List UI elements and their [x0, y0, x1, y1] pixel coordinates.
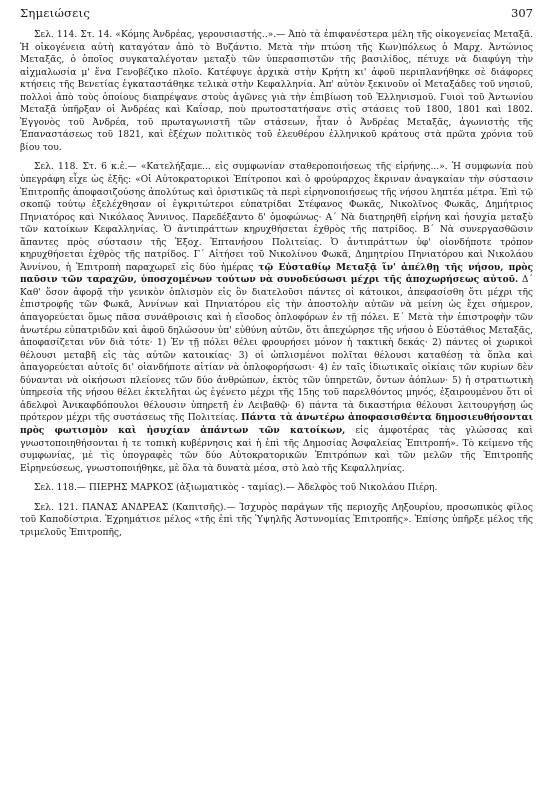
text: Σελ. 114. Στ. 14. «Κόμης Ἀνδρέας, γερουσιαστής..».— Ἀπὸ τὰ ἐπιφανέστερα μέλη τῆς οἰκογενείας Μεταξᾶ. Ἡ οἰκογένεια αὐτὴ καταγόταν ἀπὸ τὸ Βυζάντιο. Μετὰ τὴν πτώση τῆς Κων)πόλεως ὁ Μαρχ. Ἀντώνιος Μεταξᾶς, ὁ ὁποῖος συγκαταλέγοταν μεταξὺ τῶν ὑπερασπιστῶν τῆς βασιλίδος, πέτυχε νὰ διαφύγη τὴν αἰχμαλωσία μ' ἕνα Γενοβέζικο πλοῖο. Κατέφυγε ἀρχικὰ στὴν Κρήτη κι' ἀφοῦ περιπλανήθηκε σὲ διάφορες κτήσεις τῆς Βενετίας ἐγκαταστάθηκε τελικὰ στὴν Κεφαλληνία. Ἀπ' αὐτὸν ξεκινοῦν οἱ Μεταξάδες τοῦ νησιοῦ, πολλοὶ ἀπὸ τοὺς ὁποίους διαπρέψανε στοὺς ἀγῶνες γιὰ τὴν ἐπιβίωση τοῦ Ἑλληνισμοῦ. Γυιοὶ τοῦ Ἀντωνίου Μεταξᾶ ὑπῆρξαν οἱ Ἀνδρέας καὶ Καΐσαρ, ποὺ πρωτοστατήσανε στὶς στάσεις τοῦ 1800, 1801 καὶ 1802. Ἐγγονὸς τοῦ Ἀνδρέα, τοῦ πρωταγωνιστῆ τῶν στάσεων, ἦταν ὁ Ἀνδρέας Μεταξᾶς, ἀγωνιστὴς τῆς Ἐπαναστάσεως τοῦ 1821, καὶ ἐξέχων πολιτικὸς τοῦ ἐλευθέρου ἑλληνικοῦ κράτους στὰ πρῶτα χρόνια τοῦ βίου του.	[20, 30, 533, 153]
note-paragraph	[20, 482, 533, 495]
text: Δ΄ Καθ' ὅσον ἀφορᾷ τὴν γενικὸν ὁπλισμὸν εἰς ὃν διατελοῦσι πάντες οἱ κάτοικοι, ἀπεφασίσθη ὅτι μέχρι τῆς ἐπιστροφῆς τῶν Φωκᾶ, Ἀννίνων καὶ Πηνιατόρου εἰς τὴν ἀποστολὴν αὐτῶν νὰ μείνη ὡς ἔχει σήμερον, ἀπαγορεύεται ὅμως πᾶσα συνάθροισις καὶ ἡ εἴσοδος ὁπλοφόρων ἐν τῇ πόλει. Ε΄ Μετὰ τὴν ἐπιστροφὴν τῶν ἀνωτέρω εὐπατριδῶν καὶ ἀφοῦ δηλώσουν ὑπ' εὐθύνη αὐτῶν, ὅτι ἀπεχώρησε τῆς νήσου ὁ Εὐστάθιος Μεταξᾶς, ἀποφασίζεται νῦν διὰ τότε· 1) Ἐν τῇ πόλει θέλει φρουρήσει μόνον ἡ τακτικὴ δεκάς· 2) πάντες οἱ χωρικοὶ θέλουσι μεταβῆ εἰς τὰς αὐτῶν κατοικίας· 3) οἱ ὡπλισμένοι πολῖται θέλουσι καταθέσῃ τὰ ὅπλα καὶ ἀπαγορεύεται αὐτοῖς δι' οἱανδήποτε αἰτίαν νὰ ὁπλοφορήσωσι· 4) ἐν ταῖς ἰδιωτικαῖς οἰκίαις τῶν κυρίων δὲν δύνανται νὰ οἰκήσωσι πλείονες τῶν δύο ἀνθρώπων, ἐκτὸς τῶν ὑπηρετῶν, ὄντων ἀόπλων· 5) ἡ στρατιωτικὴ ὑπηρεσία τῆς νήσου θέλει ἐκτελῆται ὡς ἐγένετο μέχρι τῆς 15ης τοῦ παρελθόντος μηνός, ἐξαιρουμένου ὅτι οἱ ἀδελφοὶ Ἀνικαφδόπουλοι θέλουσιν ὑπηρετῆ ἐν Λειβαθῷ· 6) πάντα τὰ δικαστήρια θέλουσι λειτουργήσῃ ὡς πρότερον μέχρι τῆς συστάσεως τῆς Πολιτείας.	[20, 275, 533, 424]
section-title: Σημειώσεις	[20, 6, 91, 20]
text: Σελ. 121. ΠΑΝΑΣ ΑΝΔΡΕΑΣ (Καπιτσῆς).— Ἰσχυρὸς παράγων τῆς περιοχῆς Ληξουρίου, προσωπικὸς φίλος τοῦ Καποδίστρια. Ἐχρημάτισε μέλος «τῆς ἐπὶ τῆς Ὑψηλῆς Ἀστυνομίας Ἐπιτροπῆς». Ἐπίσης ὑπῆρξε μέλος τῆς τριμελοῦς Ἐπιτροπῆς,	[20, 502, 533, 538]
text: Σελ. 118.— ΠΙΕΡΗΣ ΜΑΡΚΟΣ (ἀξιωματικὸς - ταμίας).— Ἀδελφὸς τοῦ Νικολάου Πιέρη.	[34, 483, 438, 494]
page-header	[20, 6, 533, 20]
note-paragraph	[20, 161, 533, 475]
text: εἰς ἀμφοτέρας τὰς γλώσσας καὶ γνωστοποιηθήσονται ἡ τε τοπικὴ κυβέρνησις καὶ ἡ ἐπὶ τῆς Δημοσίας Ἀσφαλείας Ἐπιτροπή». Τὸ κείμενο τῆς συμφωνίας, μὲ τὶς ὑπογραφὲς τῶν δύο Αὐτοκρατορικῶν Ἐπιτρόπων καὶ τῶν μελῶν τῆς Ἐπιτροπῆς Εἰρηνεύσεως, γνωστοποιήθηκε, μὲ ὅλα τὰ δυνατὰ μέσα, στὸ λαὸ τῆς Κεφαλληνίας.	[20, 425, 533, 474]
text: Σελ. 118. Στ. 6 κ.ἑ.— «Κατελήξαμε... εἰς συμφωνίαν σταθεροποιήσεως τῆς εἰρήνης...». Ἡ συμφωνία ποὺ ὑπεγράφη εἶχε ὡς ἑξῆς: «Οἱ Αὐτοκρατορικοὶ Ἐπίτροποι καὶ ὁ φρούραρχος ἔκριναν ἀναγκαίαν τὴν σύστασιν Ἐπιτροπῆς ἀποφασιζούσης ἀπολύτως καὶ ὁριστικῶς τὰ περὶ εἰρηνοποιήσεως τῆς νήσου ληπτέα μέτρα. Ἐπὶ τῷ σκοπῷ τούτῳ ἐξελέχθησαν οἱ ἐγκριτώτεροι εὐπατρίδαι Στέφανος Φωκᾶς, Νικολῖνος Φωκᾶς, Δημήτριος Πηνιατόρος καὶ Νικόλαος Ἄννινος. Παρεδέξαντο δ' ὁμοφώνως· Α΄ Νὰ διατηρηθῆ εἰρήνη καὶ ἡσυχία μεταξὺ τῶν κατοίκων Κεφαλληνίας. Ὁ ἀντιπράττων κηρυχθήσεται ἐχθρὸς τῆς πατρίδος. Β΄ Νὰ συνεργασθῶσιν ἅπαντες πρὸς σύστασιν τῆς Ἐξοχ. Ἑπτανήσου Πολιτείας. Ὁ ἀντιπράττων ὑφ' οἱονδήποτε τρόπον κηρυχθήσεται ἐχθρὸς τῆς πατρίδος. Γ΄ Αἰτήσει τοῦ Νικολίνου Φωκᾶ, Δημητρίου Πηνιατόρου καὶ Νικολάου Ἀννίνου, ἡ Ἐπιτροπὴ παραχωρεῖ εἰς δύο ἡμέρας	[20, 162, 533, 273]
notes-body	[20, 29, 533, 539]
bold-text: τῷ Εὐσταθίῳ Μεταξᾷ ἵν' ἀπέλθῃ τῆς νήσου, πρὸς παῦσιν τῶν ταραχῶν, ὑποσχομένων τούτων νὰ συνοδεύσωσι μέχρι τῆς ἀποχωρήσεως αὐτοῦ.	[20, 261, 533, 286]
note-paragraph	[20, 29, 533, 154]
note-paragraph	[20, 502, 533, 540]
bold-text: Πάντα τὰ ἀνωτέρω ἀποφασισθέντα δημοσιευθήσονται πρὸς φωτισμὸν καὶ ἡσυχίαν ἁπάντων τῶν κατοίκων,	[20, 412, 533, 436]
page-number: 307	[511, 6, 533, 20]
